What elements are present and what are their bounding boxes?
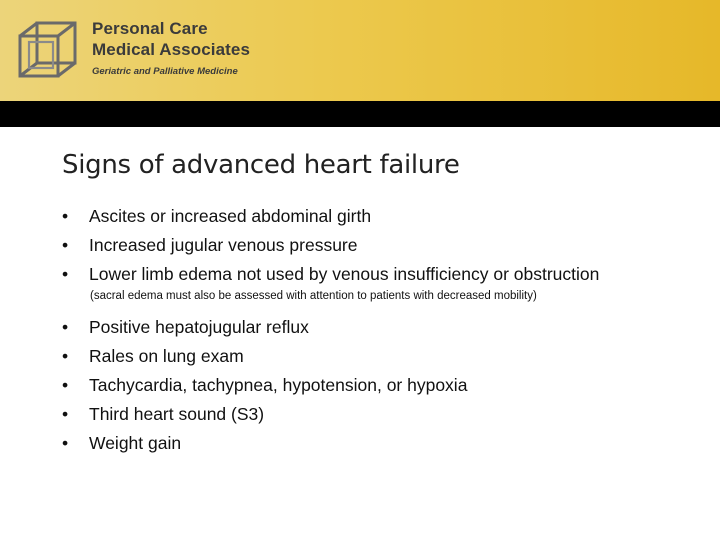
list-item [62, 344, 702, 373]
bullet-marker: • [62, 433, 69, 453]
header-banner [0, 0, 720, 101]
bullet-text: Positive hepatojugular reflux [89, 317, 309, 337]
list-item [62, 373, 702, 402]
header-divider-band [0, 101, 720, 127]
bullet-text: Increased jugular venous pressure [89, 235, 358, 255]
bullet-text: Ascites or increased abdominal girth [89, 206, 372, 226]
bullet-marker: • [62, 206, 69, 226]
bullet-text: Lower limb edema not used by venous insufficiency or obstruction [89, 264, 600, 284]
org-name-line2: Medical Associates [92, 40, 251, 59]
org-name-line1: Personal Care [92, 19, 208, 38]
bullet-note: (sacral edema must also be assessed with attention to patients with decreased mobility) [90, 290, 537, 302]
list-item [62, 204, 702, 233]
cube-logo-icon [17, 20, 79, 80]
list-item [62, 431, 702, 460]
bullet-text: Rales on lung exam [89, 346, 244, 366]
bullet-marker: • [62, 235, 69, 255]
list-item [62, 262, 702, 291]
bullet-text: Third heart sound (S3) [89, 404, 265, 424]
bullet-marker: • [62, 375, 69, 395]
bullet-marker: • [62, 317, 69, 337]
bullet-text: Weight gain [89, 433, 182, 453]
list-item [62, 315, 702, 344]
slide-title: Signs of advanced heart failure [62, 150, 460, 180]
bullet-marker: • [62, 346, 69, 366]
bullet-marker: • [62, 264, 69, 284]
list-item [62, 233, 702, 262]
bullet-text: Tachycardia, tachypnea, hypotension, or hypoxia [89, 375, 468, 395]
bullet-marker: • [62, 404, 69, 424]
bullet-list [62, 204, 702, 460]
list-item [62, 402, 702, 431]
org-subtitle: Geriatric and Palliative Medicine [92, 66, 238, 77]
